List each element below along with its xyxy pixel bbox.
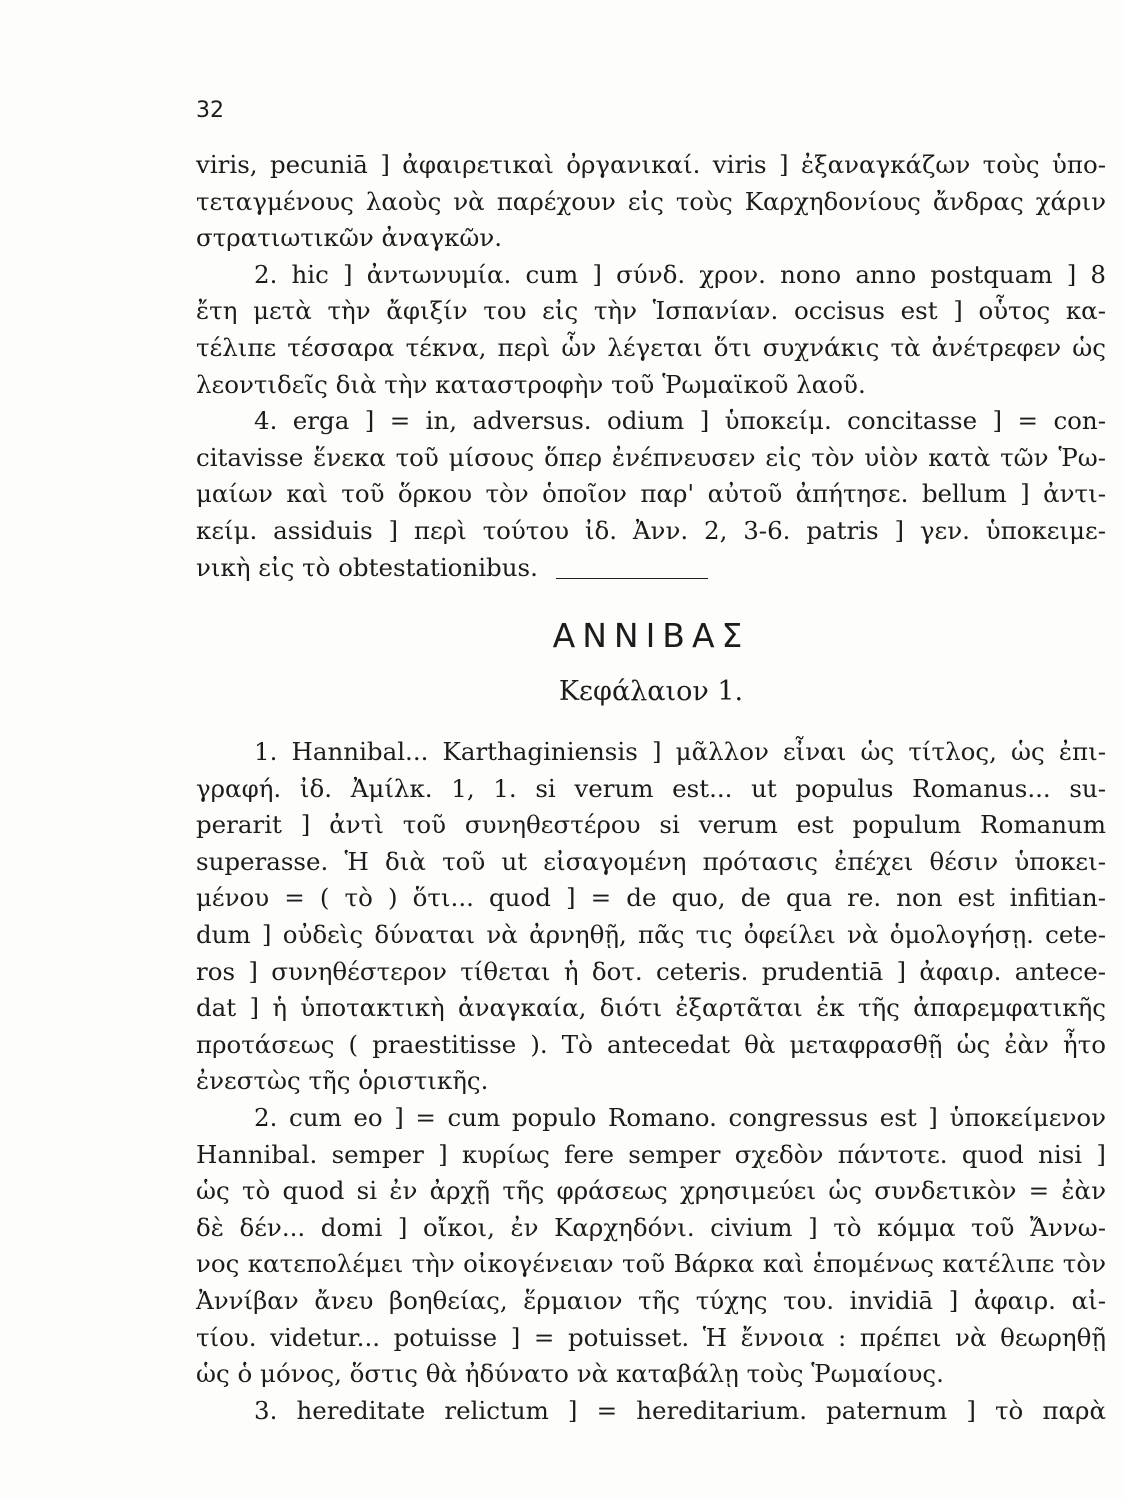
commentary-block-top: [196, 147, 1106, 586]
text-line: νικὴ εἰς τὸ obtestationibus.: [196, 552, 538, 582]
text-line: perarit ] ἀντὶ τοῦ συνηθεστέρου si verum est populum Romanum: [196, 810, 1106, 840]
text-line: Ἀννίβαν ἄνευ βοηθείας, ἕρμαιον τῆς τύχης του. invidiā ] ἀφαιρ. αἰ-: [196, 1285, 1106, 1315]
text-line: τεταγμένους λαοὺς νὰ παρέχουν εἰς τοὺς Καρχηδονίους ἄνδρας χάριν: [196, 186, 1106, 216]
text-line: 4. erga ] = in, adversus. odium ] ὑποκείμ. concitasse ] = con-: [254, 406, 1106, 436]
text-line: viris, pecuniā ] ἀφαιρετικαὶ ὀργανικαί. viris ] ἐξαναγκάζων τοὺς ὑπο-: [196, 150, 1106, 179]
text-line: citavisse ἕνεκα τοῦ μίσους ὅπερ ἐνέπνευσεν εἰς τὸν υἱὸν κατὰ τῶν Ῥω-: [196, 442, 1106, 472]
section-divider: [556, 578, 708, 579]
chapter-heading: Κεφάλαιον 1.: [558, 676, 744, 707]
text-line: λεοντιδεῖς διὰ τὴν καταστροφὴν τοῦ Ῥωμαϊκοῦ λαοῦ.: [196, 369, 866, 399]
text-line: νος κατεπολέμει τὴν οἰκογένειαν τοῦ Βάρκα καὶ ἑπομένως κατέλιπε τὸν: [196, 1249, 1106, 1279]
commentary-block-main: [196, 734, 1106, 1429]
text-line: προτάσεως ( praestitisse ). Τὸ antecedat θὰ μεταφρασθῇ ὡς ἐὰν ἦτο: [196, 1029, 1106, 1059]
text-line: δὲ δέν... domi ] οἴκοι, ἐν Καρχηδόνι. civium ] τὸ κόμμα τοῦ Ἄννω-: [196, 1212, 1106, 1242]
text-line: μαίων καὶ τοῦ ὅρκου τὸν ὁποῖον παρ' αὐτοῦ ἀπήτησε. bellum ] ἀντι-: [196, 479, 1106, 509]
text-line: τέλιπε τέσσαρα τέκνα, περὶ ὧν λέγεται ὅτι συχνάκις τὰ ἀνέτρεφεν ὡς: [196, 332, 1106, 362]
text-line: 2. hic ] ἀντωνυμία. cum ] σύνδ. χρον. nono anno postquam ] 8: [254, 259, 1106, 289]
text-line: τίου. videtur... potuisse ] = potuisset. Ἡ ἔννοια : πρέπει νὰ θεωρηθῇ: [196, 1322, 1106, 1352]
text-line: 3. hereditate relictum ] = hereditarium. paternum ] τὸ παρὰ: [254, 1395, 1106, 1425]
text-line: κείμ. assiduis ] περὶ τούτου ἰδ. Ἀνν. 2, 3-6. patris ] γεν. ὑποκειμε-: [196, 515, 1106, 545]
text-line: superasse. Ἡ διὰ τοῦ ut εἰσαγομένη πρότασις ἐπέχει θέσιν ὑποκει-: [196, 846, 1106, 876]
section-title: ΑΝΝΙΒΑΣ: [552, 616, 750, 655]
text-line: Hannibal. semper ] κυρίως fere semper σχεδὸν πάντοτε. quod nisi ]: [196, 1139, 1106, 1169]
text-line: μένου = ( τὸ ) ὅτι... quod ] = de quo, de qua re. non est infitian-: [196, 883, 1106, 913]
text-line: ros ] συνηθέστερον τίθεται ἡ δοτ. ceteris. prudentiā ] ἀφαιρ. antece-: [196, 956, 1106, 986]
text-line: dum ] οὐδεὶς δύναται νὰ ἀρνηθῇ, πᾶς τις ὀφείλει νὰ ὁμολογήσῃ. cete-: [196, 919, 1106, 949]
text-line: 2. cum eo ] = cum populo Romano. congressus est ] ὑποκείμενον: [254, 1102, 1106, 1132]
text-line: γραφή. ἰδ. Ἀμίλκ. 1, 1. si verum est... ut populus Romanus... su-: [196, 773, 1106, 803]
text-line: ὡς ὁ μόνος, ὅστις θὰ ἠδύνατο νὰ καταβάλῃ τοὺς Ῥωμαίους.: [196, 1359, 944, 1389]
page-number: 32: [196, 98, 224, 123]
text-line: ὡς τὸ quod si ἐν ἀρχῇ τῆς φράσεως χρησιμεύει ὡς συνδετικὸν = ἐὰν: [196, 1176, 1106, 1206]
text-line: 1. Hannibal... Karthaginiensis ] μᾶλλον εἶναι ὡς τίτλος, ὡς ἐπι-: [254, 737, 1106, 766]
text-line: στρατιωτικῶν ἀναγκῶν.: [196, 223, 503, 253]
text-line: ἔτη μετὰ τὴν ἄφιξίν του εἰς τὴν Ἱσπανίαν. occisus est ] οὗτος κα-: [196, 296, 1106, 326]
text-line: dat ] ἡ ὑποτακτικὴ ἀναγκαία, διότι ἐξαρτᾶται ἐκ τῆς ἀπαρεμφατικῆς: [196, 993, 1106, 1023]
text-line: ἐνεστὼς τῆς ὁριστικῆς.: [196, 1066, 489, 1096]
